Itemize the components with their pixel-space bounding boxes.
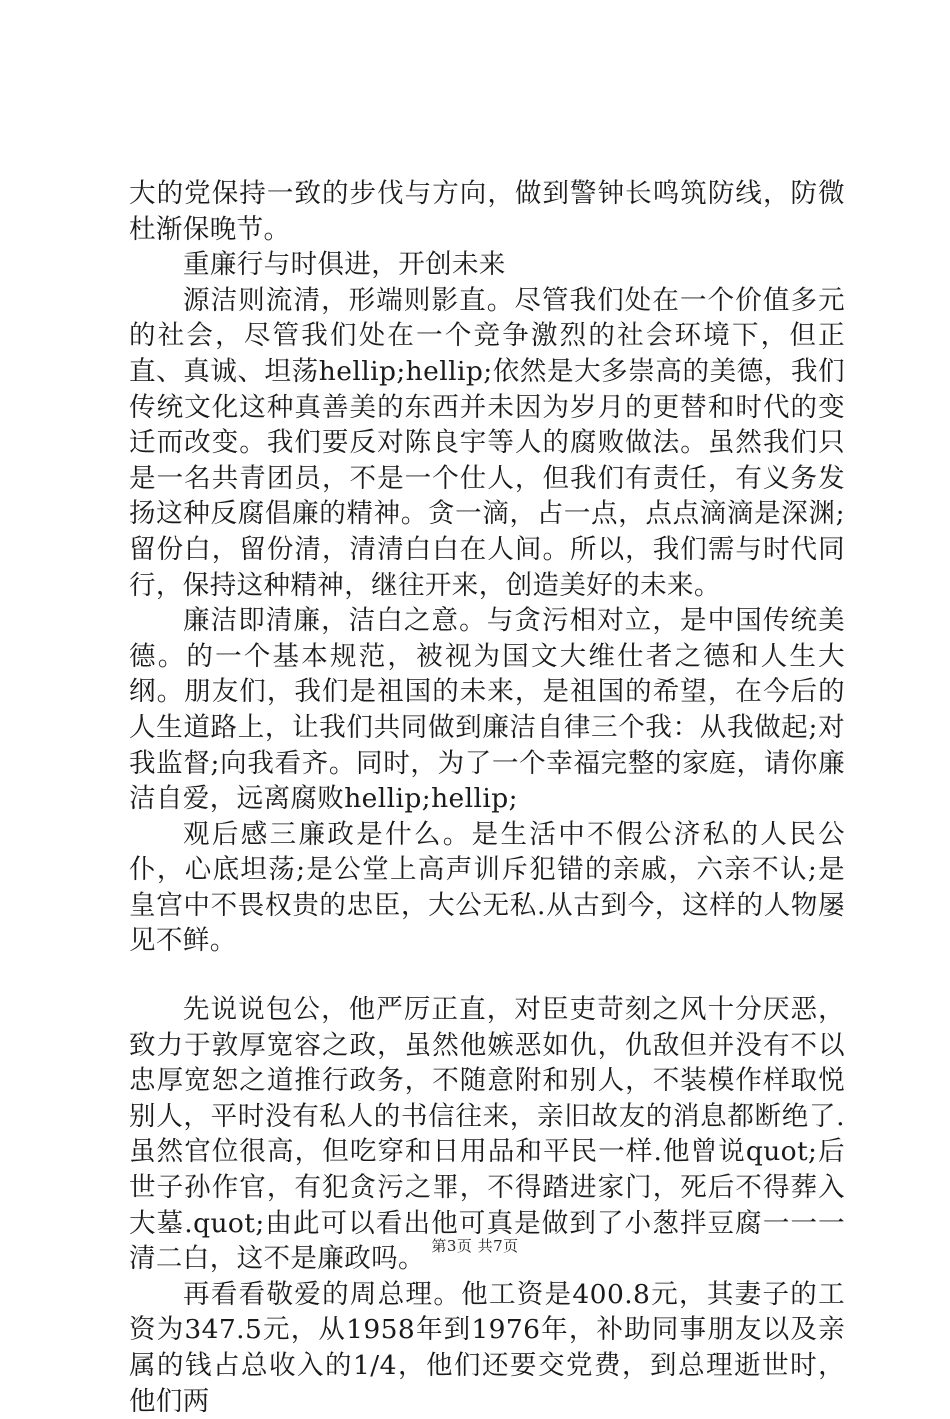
paragraph-7: 再看看敬爱的周总理。他工资是400.8元，其妻子的工资为347.5元，从1958年到1976年，补助同事朋友以及亲属的钱占总收入的1/4，他们还要交党费，到总理逝世时，他们两 — [129, 1278, 845, 1417]
paragraph-4: 廉洁即清廉，洁白之意。与贪污相对立，是中国传统美德。的一个基本规范，被视为国文大维仕者之德和人生大纲。朋友们，我们是祖国的未来，是祖国的希望，在今后的人生道路上，让我们共同做到廉洁自律三个我：从我做起;对我监督;向我看齐。同时，为了一个幸福完整的家庭，请你廉洁自爱，远离腐败hellip;hellip; — [129, 605, 845, 815]
paragraph-1: 大的党保持一致的步伐与方向，做到警钟长鸣筑防线，防微杜渐保晚节。 — [129, 178, 845, 245]
paragraph-gap — [129, 959, 845, 992]
paragraph-5: 观后感三廉政是什么。是生活中不假公济私的人民公仆，心底坦荡;是公堂上高声训斥犯错的亲戚，六亲不认;是皇宫中不畏权贵的忠臣，大公无私.从古到今，这样的人物屡见不鲜。 — [129, 818, 845, 957]
section-heading: 重廉行与时俱进，开创未来 — [183, 249, 506, 281]
document-body — [129, 176, 845, 1419]
paragraph-6: 先说说包公，他严厉正直，对臣吏苛刻之风十分厌恶，致力于敦厚宽容之政，虽然他嫉恶如仇，仇敌但并没有不以忠厚宽恕之道推行政务，不随意附和别人，不装模作样取悦别人，平时没有私人的书信往来，亲旧故友的消息都断绝了.虽然官位很高，但吃穿和日用品和平民一样.他曾说quot;后世子孙作官，有犯贪污之罪，不得踏进家门，死后不得葬入大墓.quot;由此可以看出他可真是做到了小葱拌豆腐一一一清二白，这不是廉政吗。 — [129, 994, 845, 1275]
paragraph-3: 源洁则流清，形端则影直。尽管我们处在一个价值多元的社会，尽管我们处在一个竞争激烈的社会环境下，但正直、真诚、坦荡hellip;hellip;依然是大多崇高的美德，我们传统文化这种真善美的东西并未因为岁月的更替和时代的变迁而改变。我们要反对陈良宇等人的腐败做法。虽然我们只是一名共青团员，不是一个仕人，但我们有责任，有义务发扬这种反腐倡廉的精神。贪一滴，占一点，点点滴滴是深渊;留份白，留份清，清清白白在人间。所以，我们需与时代同行，保持这种精神，继往开来，创造美好的未来。 — [129, 284, 845, 601]
page-footer: 第3页 共7页 — [431, 1237, 519, 1255]
